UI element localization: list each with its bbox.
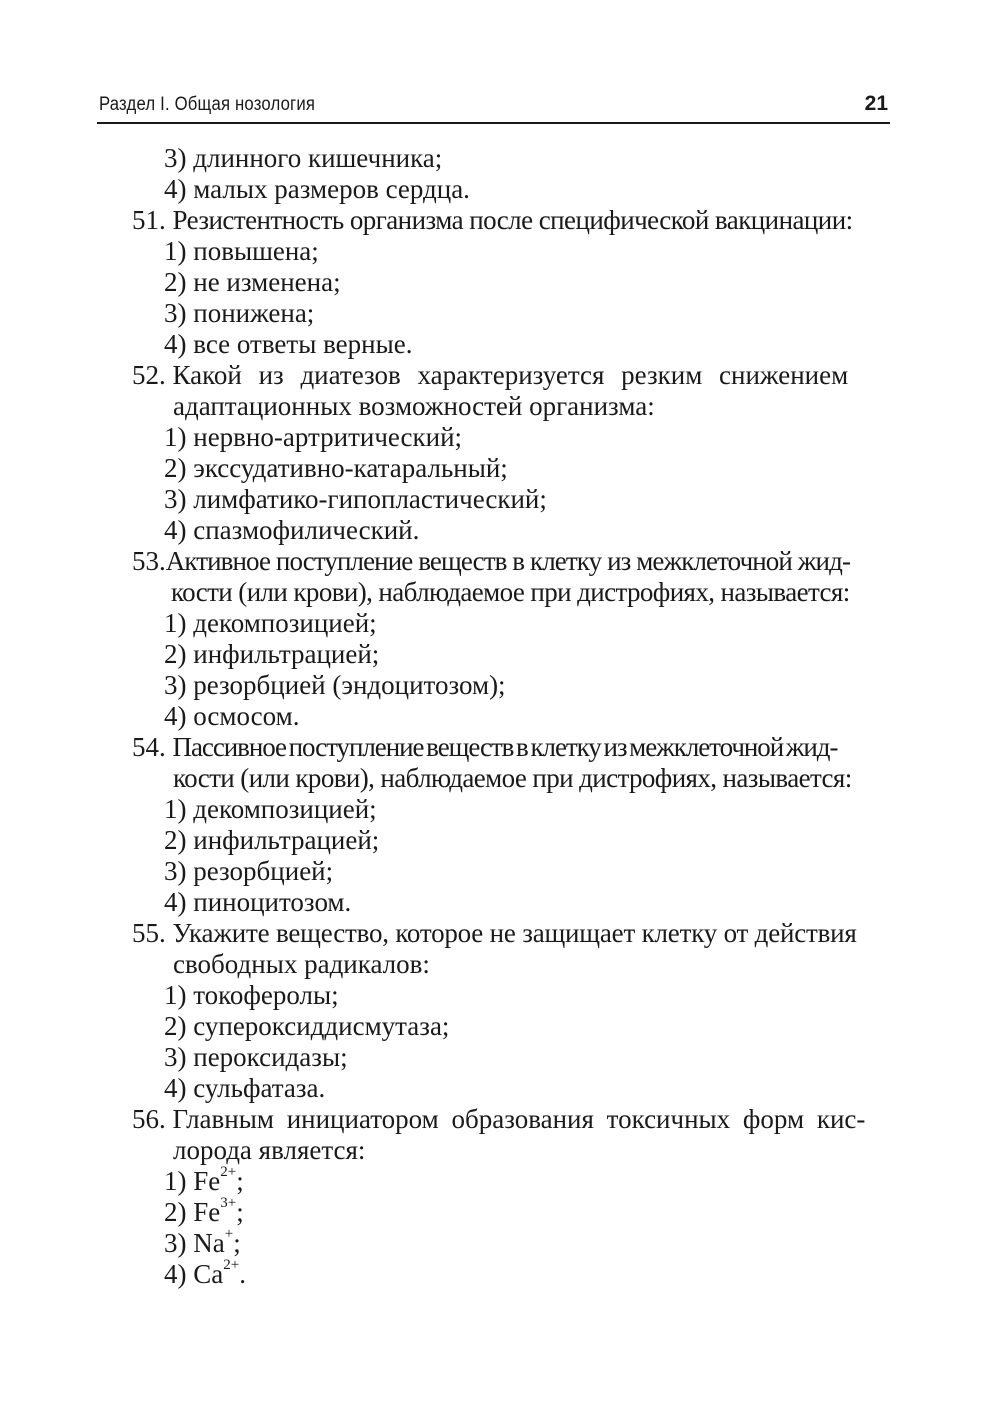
answer-option: 3) Na+;: [164, 1226, 241, 1258]
answer-option: 4) пиноцитозом.: [164, 887, 352, 917]
question-number: 55.: [132, 918, 166, 948]
question-text: Какой из диатезов характеризуется резким снижением: [172, 360, 849, 390]
answer-option: 4) $Ca^{2+}$.: [164, 1257, 246, 1289]
answer-option: 3) резорбцией;: [164, 856, 334, 886]
question-number: 52.: [132, 360, 166, 390]
question-text: Пассивное поступление веществ в клетку из межклеточной жид-: [172, 732, 838, 762]
answer-option: 3) резорбцией (эндоцитозом);: [164, 670, 506, 700]
question-number: 56.: [132, 1104, 166, 1134]
question-55: [0, 918, 1000, 949]
answer-option: 2) $Fe^{3+}$;: [164, 1195, 244, 1227]
page-header: [97, 88, 890, 124]
question-text: Активное поступление веществ в клетку из межклеточной жид-: [165, 546, 851, 576]
question-text-continued: кости (или крови), наблюдаемое при дистрофиях, называется:: [173, 763, 852, 793]
answer-option: 3) понижена;: [164, 298, 315, 328]
answer-option: 1) токоферолы;: [164, 980, 339, 1010]
page-content: [0, 143, 1000, 1290]
answer-option: 4) все ответы верные.: [164, 329, 413, 359]
answer-option: 2) супероксиддисмутаза;: [164, 1011, 450, 1041]
question-text-continued: свободных радикалов:: [173, 949, 430, 979]
answer-option: 2) инфильтрацией;: [164, 639, 380, 669]
answer-option: 1) нервно-артритический;: [164, 422, 463, 452]
answer-option: 3) длинного кишечника;: [164, 143, 443, 173]
question-53: [0, 546, 1000, 577]
answer-option: 1) повышена;: [164, 236, 319, 266]
answer-option: 1) декомпозицией;: [164, 608, 377, 638]
answer-option: 4) малых размеров сердца.: [164, 174, 470, 204]
answer-option: 2) экссудативно-катаральный;: [164, 453, 508, 483]
answer-option: 4) осмосом.: [164, 701, 300, 731]
answer-option: 3) пероксидазы;: [164, 1042, 348, 1072]
answer-option: 1) $Fe^{2+}$;: [164, 1164, 244, 1196]
question-number: 54.: [132, 732, 166, 762]
answer-option: 3) лимфатико-гипопластический;: [164, 484, 547, 514]
question-number: 51.: [132, 205, 166, 235]
answer-option: 2) не изменена;: [164, 267, 341, 297]
question-text-continued: кости (или крови), наблюдаемое при дистрофиях, называется:: [171, 577, 850, 607]
answer-option: 4) спазмофилический.: [164, 515, 420, 545]
question-52: [0, 360, 1000, 391]
question-number: 53.: [132, 546, 166, 576]
question-text-continued: адаптационных возможностей организма:: [173, 391, 655, 421]
question-51: [0, 205, 1000, 236]
question-56: [0, 1104, 1000, 1135]
answer-option: 4) сульфатаза.: [164, 1073, 326, 1103]
section-title: Раздел I. Общая нозология: [99, 94, 316, 115]
question-text: Главным инициатором образования токсичных форм кис-: [172, 1104, 866, 1134]
question-54: [0, 732, 1000, 763]
question-text-continued: лорода является:: [173, 1135, 366, 1165]
answer-option: 1) декомпозицией;: [164, 794, 377, 824]
question-text: Укажите вещество, которое не защищает клетку от действия: [172, 918, 857, 948]
question-text: Резистентность организма после специфической вакцинации:: [172, 205, 853, 235]
page-number: 21: [864, 92, 888, 115]
answer-option: 2) инфильтрацией;: [164, 825, 380, 855]
